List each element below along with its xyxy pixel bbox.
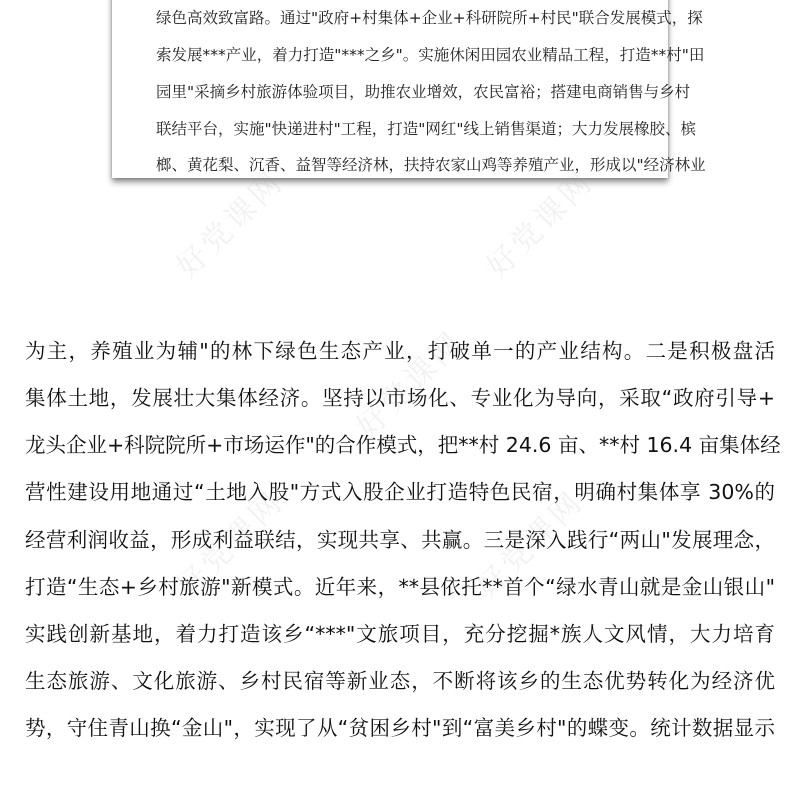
watermark: 好党课网 xyxy=(480,164,601,285)
watermark: 好党课网 xyxy=(350,324,471,445)
body-line: 营性建设用地通过“土地入股"方式入股企业打造特色民宿，明确村集体享 30%的 xyxy=(25,480,775,504)
card-line: 联结平台，实施"快递进村"工程，打造"网红"线上销售渠道；大力发展橡胶、槟 xyxy=(156,120,697,138)
body-line: 经营利润收益，形成利益联结，实现共享、共赢。三是深入践行“两山"发展理念， xyxy=(25,528,775,552)
body-line: 实践创新基地，着力打造该乡“***"文旅项目，充分挖掘*族人文风情，大力培育 xyxy=(25,622,775,646)
watermark: 好党课网 xyxy=(170,484,291,605)
body-line: 势，守住青山换“金山"，实现了从“贫困乡村"到“富美乡村"的蝶变。统计数据显示 xyxy=(25,716,775,740)
body-line: 集体土地，发展壮大集体经济。坚持以市场化、专业化为导向，采取“政府引导+ xyxy=(25,386,775,410)
watermark: 好党课网 xyxy=(170,164,291,285)
body-line: 为主，养殖业为辅"的林下绿色生态产业，打破单一的产业结构。二是积极盘活 xyxy=(25,339,775,363)
embedded-page-card xyxy=(112,0,706,178)
body-line: 生态旅游、文化旅游、乡村民宿等新业态，不断将该乡的生态优势转化为经济优 xyxy=(25,669,775,693)
card-line: 榔、黄花梨、沉香、益智等经济林，扶持农家山鸡等养殖产业，形成以"经济林业 xyxy=(156,156,706,174)
card-line: 绿色高效致富路。通过"政府+村集体+企业+科研院所+村民"联合发展模式，探 xyxy=(156,9,703,27)
watermark: 好党课网 xyxy=(470,484,591,605)
body-line: 龙头企业+科院院所+市场运作"的合作模式，把**村 24.6 亩、**村 16.4 亩集体经 xyxy=(25,433,781,457)
card-line: 园里"采摘乡村旅游体验项目，助推农业增效，农民富裕；搭建电商销售与乡村 xyxy=(156,83,691,101)
body-line: 打造“生态+乡村旅游"新模式。近年来，**县依托**首个“绿水青山就是金山银山" xyxy=(25,575,775,599)
card-line: 索发展***产业，着力打造"***之乡"。实施休闲田园农业精品工程，打造**村"田 xyxy=(156,46,705,64)
